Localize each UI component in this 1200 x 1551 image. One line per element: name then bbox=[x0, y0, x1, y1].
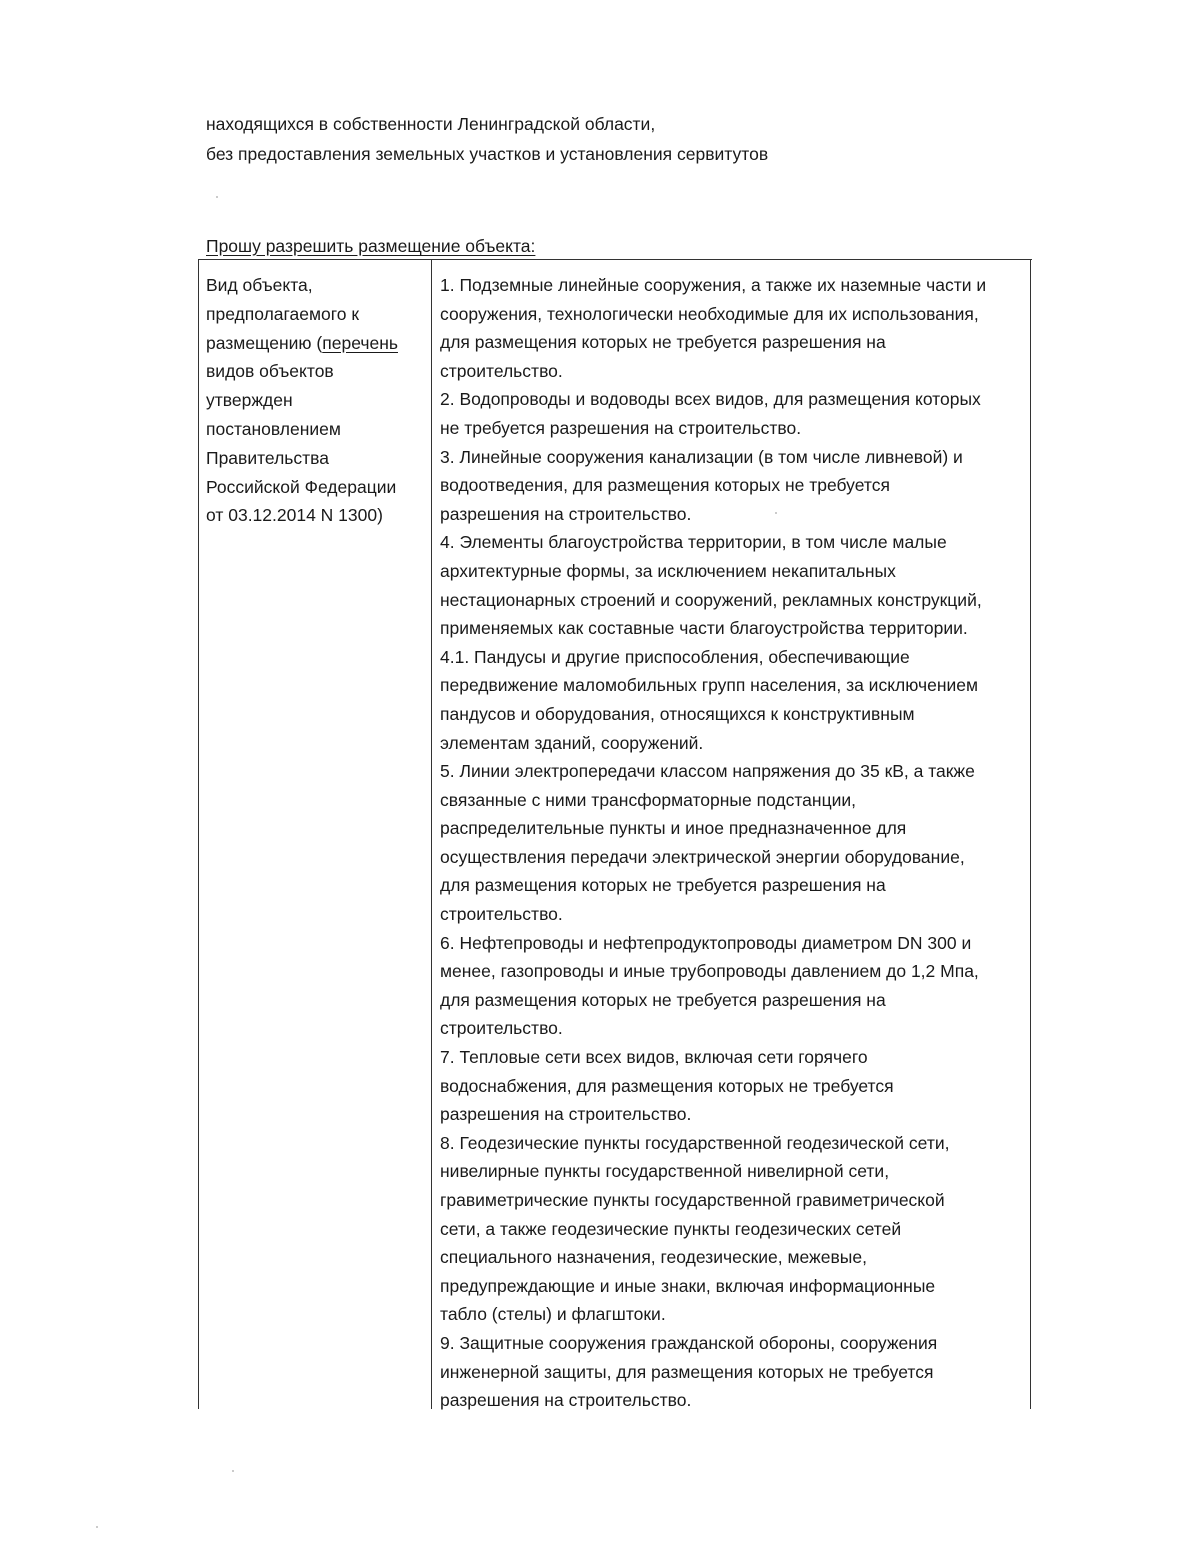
object-list-line: элементам зданий, сооружений. bbox=[440, 732, 704, 753]
object-list-line: передвижение маломобильных групп населения, за исключением bbox=[440, 675, 979, 696]
object-list-line: разрешения на строительство. bbox=[440, 1390, 692, 1411]
request-label: Прошу разрешить размещение объекта: bbox=[206, 236, 536, 256]
object-type-line: Вид объекта, bbox=[206, 275, 313, 295]
object-list-line: водоснабжения, для размещения которых не требуется bbox=[440, 1075, 894, 1096]
object-list-line: 1. Подземные линейные сооружения, а также их наземные части и bbox=[440, 275, 987, 295]
object-list-line: разрешения на строительство. bbox=[440, 503, 692, 524]
object-type-line: Правительства bbox=[206, 447, 330, 468]
object-list-line: сооружения, технологически необходимые для их использования, bbox=[440, 303, 979, 324]
object-type-text: размещению ( bbox=[206, 332, 323, 353]
object-list-line: предупреждающие и иные знаки, включая информационные bbox=[440, 1275, 936, 1296]
object-list-line: для размещения которых не требуется разрешения на bbox=[440, 989, 886, 1010]
object-list-line: распределительные пункты и иное предназначенное для bbox=[440, 818, 907, 839]
object-type-cell bbox=[206, 271, 424, 530]
object-list-line: сети, а также геодезические пункты геодезических сетей bbox=[440, 1218, 902, 1239]
object-list-line: разрешения на строительство. bbox=[440, 1104, 692, 1125]
object-type-line: постановлением bbox=[206, 418, 341, 439]
object-list-line: связанные с ними трансформаторные подстанции, bbox=[440, 789, 857, 810]
object-list-line: не требуется разрешения на строительство. bbox=[440, 417, 802, 438]
object-list-line: гравиметрические пункты государственной гравиметрической bbox=[440, 1190, 945, 1210]
object-list-line: инженерной защиты, для размещения которых не требуется bbox=[440, 1361, 934, 1382]
scan-speck bbox=[216, 196, 218, 198]
object-type-line: видов объектов bbox=[206, 361, 334, 382]
table-column-divider bbox=[431, 259, 432, 1409]
scan-speck bbox=[775, 512, 777, 514]
object-type-line: утвержден bbox=[206, 390, 293, 411]
scan-speck bbox=[232, 1470, 234, 1472]
object-list-line: применяемых как составные части благоустройства территории. bbox=[440, 618, 968, 639]
object-list-line: для размещения которых не требуется разрешения на bbox=[440, 875, 886, 896]
object-list-line: табло (стелы) и флагштоки. bbox=[440, 1304, 666, 1325]
table-border-left bbox=[198, 259, 199, 1409]
object-list-line: нивелирные пункты государственной нивелирной сети, bbox=[440, 1161, 890, 1182]
object-type-line: Российской Федерации bbox=[206, 476, 397, 497]
object-list-line: 8. Геодезические пункты государственной геодезической сети, bbox=[440, 1132, 950, 1153]
object-type-line: от 03.12.2014 N 1300) bbox=[206, 505, 383, 526]
object-list-line: нестационарных строений и сооружений, рекламных конструкций, bbox=[440, 589, 982, 610]
object-list-line: 5. Линии электропередачи классом напряжения до 35 кВ, а также bbox=[440, 761, 975, 782]
object-list-link: перечень bbox=[322, 332, 398, 353]
header-line-1: находящихся в собственности Ленинградской области, bbox=[206, 114, 656, 134]
object-type-line: предполагаемого к bbox=[206, 303, 360, 324]
object-list-line: 4. Элементы благоустройства территории, в том числе малые bbox=[440, 532, 947, 553]
object-list-line: для размещения которых не требуется разрешения на bbox=[440, 332, 886, 353]
object-list-line: специального назначения, геодезические, межевые, bbox=[440, 1247, 867, 1268]
object-list-line: пандусов и оборудования, относящихся к конструктивным bbox=[440, 703, 915, 724]
object-list-line: 6. Нефтепроводы и нефтепродуктопроводы диаметром DN 300 и bbox=[440, 932, 972, 953]
object-list-line: 3. Линейные сооружения канализации (в том числе ливневой) и bbox=[440, 446, 963, 467]
object-list-line: архитектурные формы, за исключением некапитальных bbox=[440, 560, 896, 581]
object-list-line: строительство. bbox=[440, 1018, 563, 1039]
object-list-line: 4.1. Пандусы и другие приспособления, обеспечивающие bbox=[440, 646, 910, 667]
object-list-line: водоотведения, для размещения которых не требуется bbox=[440, 475, 890, 496]
scan-speck bbox=[96, 1526, 98, 1528]
object-list-line: 2. Водопроводы и водоводы всех видов, для размещения которых bbox=[440, 389, 981, 410]
object-list-line: менее, газопроводы и иные трубопроводы давлением до 1,2 Мпа, bbox=[440, 961, 979, 982]
object-list-line: осуществления передачи электрической энергии оборудование, bbox=[440, 846, 965, 867]
table-border-right bbox=[1030, 259, 1031, 1409]
object-type-line bbox=[206, 329, 424, 358]
header-line-2: без предоставления земельных участков и установления сервитутов bbox=[206, 144, 769, 164]
object-list-line: строительство. bbox=[440, 904, 563, 925]
object-list-line: 9. Защитные сооружения гражданской обороны, сооружения bbox=[440, 1332, 938, 1353]
object-list-cell bbox=[440, 271, 1026, 1415]
object-list-line: строительство. bbox=[440, 360, 563, 381]
object-list-line: 7. Тепловые сети всех видов, включая сети горячего bbox=[440, 1047, 868, 1068]
